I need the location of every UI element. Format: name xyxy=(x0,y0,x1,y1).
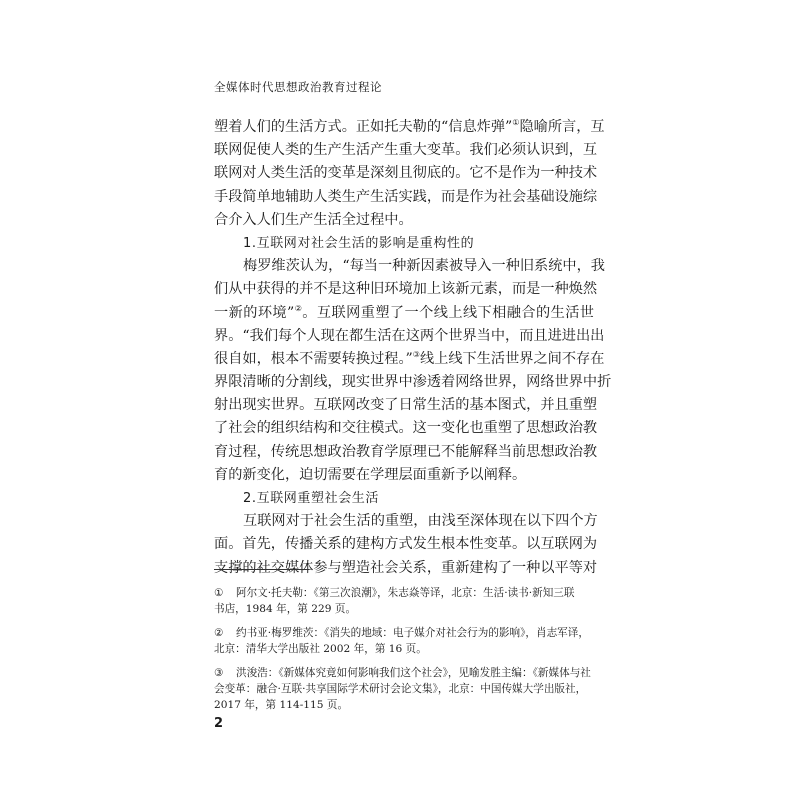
footnote-ref-1[interactable]: ① xyxy=(512,118,520,127)
paragraph-2-line-6: 界限清晰的分割线，现实世界中渗透着网络世界，网络世界中折 xyxy=(214,374,612,391)
footnote-1-line-2: 书店，1984 年，第 229 页。 xyxy=(214,603,357,616)
paragraph-3-line-3: 支撑的社交媒体参与塑造社会关系，重新建构了一种以平等对 xyxy=(214,559,598,576)
paragraph-1-line-2: 联网促使人类的生产生活产生重大变革。我们必须认识到，互 xyxy=(214,142,598,159)
footnote-2 xyxy=(214,625,594,658)
paragraph-1-line-1 xyxy=(214,116,605,139)
section-heading-1: 1.互联网对社会生活的影响是重构性的 xyxy=(243,235,475,251)
footnote-3-line-1 xyxy=(214,665,594,681)
paragraph-2-line-8: 了社会的组织结构和交往模式。这一变化也重塑了思想政治教 xyxy=(214,420,598,437)
footnote-2-line-2: 北京：清华大学出版社 2002 年，第 16 页。 xyxy=(214,643,427,656)
paragraph-2-line-1: 梅罗维茨认为，“每当一种新因素被导入一种旧系统中，我 xyxy=(243,258,605,275)
footnote-number: ③ xyxy=(214,666,224,679)
paragraph-2-line-5 xyxy=(214,348,605,371)
footnote-divider xyxy=(214,569,309,570)
footnote-3-line-2: 会变革：融合·互联·共享国际学术研讨会论文集》，北京：中国传媒大学出版社， xyxy=(214,682,587,695)
paragraph-2-line-10: 育的新变化，迫切需要在学理层面重新予以阐释。 xyxy=(214,466,527,483)
footnote-3 xyxy=(214,665,594,714)
footnote-number: ① xyxy=(214,587,224,599)
paragraph-3-line-1: 互联网对于社会生活的重塑，由浅至深体现在以下四个方 xyxy=(243,513,598,530)
footnote-ref-2[interactable]: ② xyxy=(294,303,303,313)
paragraph-2-line-2: 们从中获得的并不是这种旧环境加上该新元素，而是一种焕然 xyxy=(214,281,598,298)
text-fragment: 。互联网重塑了一个线上线下相融合的生活世 xyxy=(302,304,594,321)
paragraph-1-line-4: 手段简单地辅助人类生产生活实践，而是作为社会基础设施综 xyxy=(214,188,598,205)
text-fragment: 塑着人们的生活方式。正如托夫勒的“信息炸弹” xyxy=(214,119,513,135)
paragraph-2-line-9: 育过程，传统思想政治教育学原理已不能解释当前思想政治教 xyxy=(214,443,598,460)
text-fragment: 很自如，根本不需要转换过程。” xyxy=(214,350,413,367)
text-fragment: 一新的环境” xyxy=(214,304,295,321)
body-text xyxy=(214,116,612,580)
paragraph-1-line-3: 联网对人类生活的变革是深刻且彻底的。它不是作为一种技术 xyxy=(214,165,598,182)
footnote-text: 约书亚·梅罗维茨：《消失的地域：电子媒介对社会行为的影响》，肖志军译， xyxy=(236,626,589,639)
text-fragment: 隐喻所言，互 xyxy=(519,119,605,135)
footnote-1-line-1 xyxy=(214,585,594,601)
paragraph-3-line-2: 面。首先，传播关系的建构方式发生根本性变革。以互联网为 xyxy=(214,536,598,553)
footnote-text: 阿尔文·托夫勒：《第三次浪潮》，朱志焱等译，北京：生活·读书·新知三联 xyxy=(236,587,575,599)
page-number: 2 xyxy=(214,716,224,731)
footnotes xyxy=(214,585,594,721)
footnote-number: ② xyxy=(214,626,224,639)
paragraph-1-line-5: 合介入人们生产生活全过程中。 xyxy=(214,211,413,228)
section-heading-2: 2.互联网重塑社会生活 xyxy=(243,491,380,506)
paragraph-2-line-3 xyxy=(214,302,594,325)
footnote-ref-3[interactable]: ③ xyxy=(412,349,420,359)
footnote-2-line-1 xyxy=(214,625,594,641)
footnote-1 xyxy=(214,585,594,618)
running-head: 全媒体时代思想政治教育过程论 xyxy=(214,80,382,94)
footnote-3-line-3: 2017 年，第 114-115 页。 xyxy=(214,699,349,712)
footnote-text: 洪浚浩：《新媒体究竟如何影响我们这个社会》，见喻发胜主编：《新媒体与社 xyxy=(236,666,591,679)
paragraph-2-line-4: 界。“我们每个人现在都生活在这两个世界当中，而且进进出出 xyxy=(214,327,605,344)
paragraph-2-line-7: 射出现实世界。互联网改变了日常生活的基本图式，并且重塑 xyxy=(214,397,598,414)
text-fragment: 线上线下生活世界之间不存在 xyxy=(419,350,605,367)
